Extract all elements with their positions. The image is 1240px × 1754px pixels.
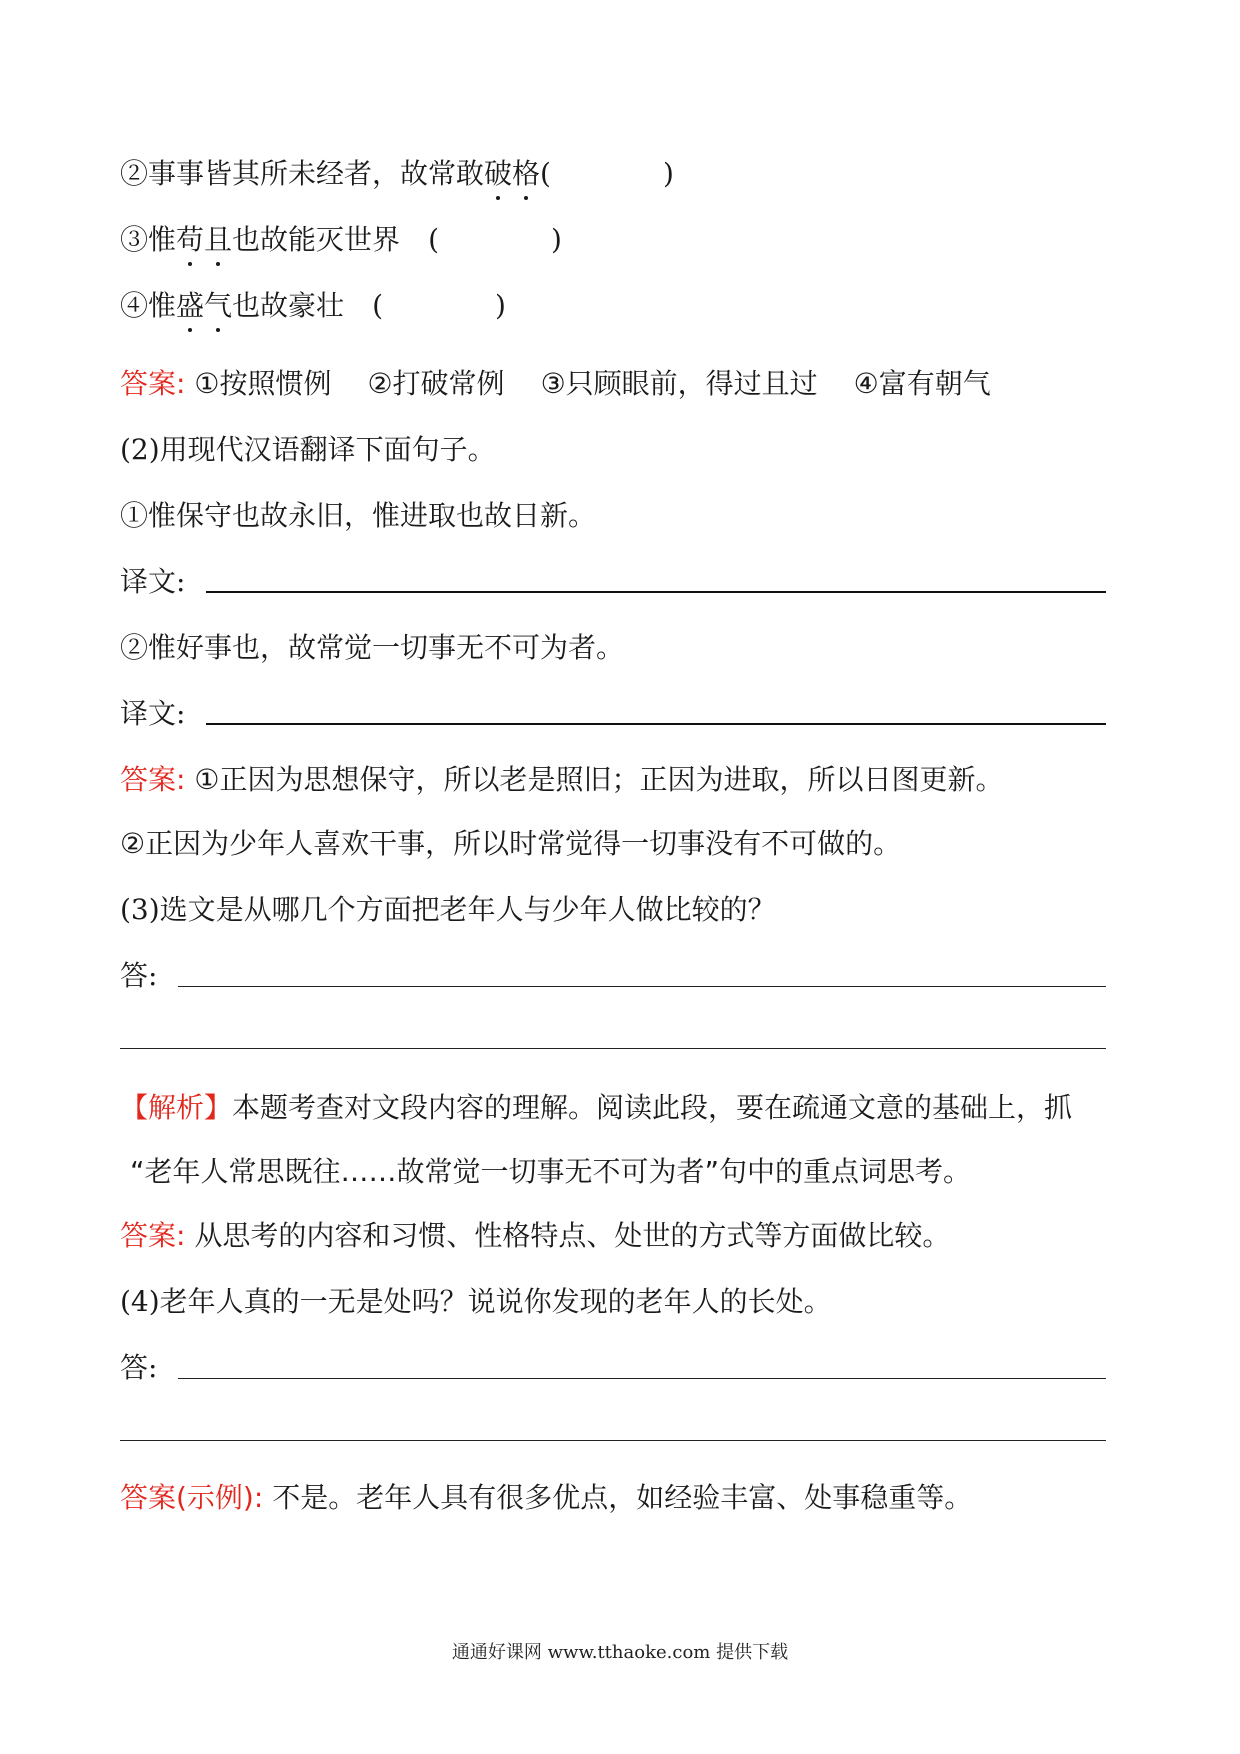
q4-answer-prompt: 答:: [120, 1351, 158, 1384]
analysis-label: 【解析】: [120, 1091, 233, 1124]
q2-answer-2: ②正因为少年人喜欢干事，所以时常觉得一切事没有不可做的。: [120, 827, 902, 860]
answer-line[interactable]: [120, 1440, 1106, 1441]
q1-answer-1: ①按照惯例: [194, 367, 332, 400]
q2-sentence-1: ①惟保守也故永旧，惟进取也故日新。: [120, 499, 597, 532]
q1-item-3-dotted-char: 且: [204, 218, 232, 258]
q1-item-3-text: 也故能灭世界: [232, 223, 401, 256]
q1-item-2-dotted-char: 格: [512, 152, 540, 192]
translation-answer-line[interactable]: [206, 723, 1106, 725]
q1-item-4-dotted-char: 气: [204, 284, 232, 324]
answer-label: 答案:: [120, 1219, 186, 1252]
q1-item-4: [120, 284, 506, 324]
q2-translation-label: 译文:: [120, 697, 186, 730]
q2-sentence-2: ②惟好事也，故常觉一切事无不可为者。: [120, 631, 625, 664]
q1-item-4-dotted-char: 盛: [176, 284, 204, 324]
q3-analysis-text: “老年人常思既往……故常觉一切事无不可为者”句中的重点词思考。: [130, 1155, 972, 1188]
q1-answer: [120, 362, 991, 402]
q1-item-2: [120, 152, 674, 192]
q1-answer-4: ④富有朝气: [853, 367, 991, 400]
q1-item-2-text: ②事事皆其所未经者，故常敢: [120, 157, 485, 190]
q1-item-4-text: ④惟: [120, 289, 177, 322]
q1-answer-2: ②打破常例: [367, 367, 505, 400]
answer-line[interactable]: [178, 986, 1106, 987]
q1-item-3-dotted-char: 苟: [176, 218, 204, 258]
translation-answer-line[interactable]: [206, 591, 1106, 593]
answer-line[interactable]: [178, 1378, 1106, 1379]
q3-analysis: [120, 1086, 1072, 1126]
answer-label: 答案:: [120, 763, 186, 796]
q3-analysis-text: 本题考查对文段内容的理解。阅读此段，要在疏通文意的基础上，抓: [232, 1091, 1073, 1124]
q2-translation-label: 译文:: [120, 565, 186, 598]
q1-answer-3: ③只顾眼前，得过且过: [540, 367, 818, 400]
q1-item-2-dotted-char: 破: [484, 152, 512, 192]
q2-prompt: (2)用现代汉语翻译下面句子。: [120, 433, 496, 466]
q4-answer: [120, 1476, 972, 1516]
q4-answer-text: 不是。老年人具有很多优点，如经验丰富、处事稳重等。: [272, 1481, 973, 1514]
answer-blank: ( ): [372, 289, 506, 322]
q2-answer: [120, 758, 1003, 798]
q3-prompt: (3)选文是从哪几个方面把老年人与少年人做比较的？: [120, 893, 776, 926]
answer-blank: ( ): [428, 223, 562, 256]
answer-blank: ( ): [540, 157, 674, 190]
q3-answer-prompt: 答:: [120, 959, 158, 992]
q3-answer-text: 从思考的内容和习惯、性格特点、处世的方式等方面做比较。: [194, 1219, 951, 1252]
answer-label: 答案(示例):: [120, 1481, 264, 1514]
page-footer: 通通好课网 www.tthaoke.com 提供下载: [451, 1642, 789, 1663]
q1-item-3: [120, 218, 562, 258]
q1-item-4-text: 也故豪壮: [232, 289, 345, 322]
q1-item-3-text: ③惟: [120, 223, 177, 256]
answer-label: 答案:: [120, 367, 186, 400]
q4-prompt: (4)老年人真的一无是处吗？说说你发现的老年人的长处。: [120, 1285, 832, 1318]
answer-line[interactable]: [120, 1048, 1106, 1049]
q2-answer-1: ①正因为思想保守，所以老是照旧；正因为进取，所以日图更新。: [194, 763, 1004, 796]
q3-answer: [120, 1214, 950, 1254]
